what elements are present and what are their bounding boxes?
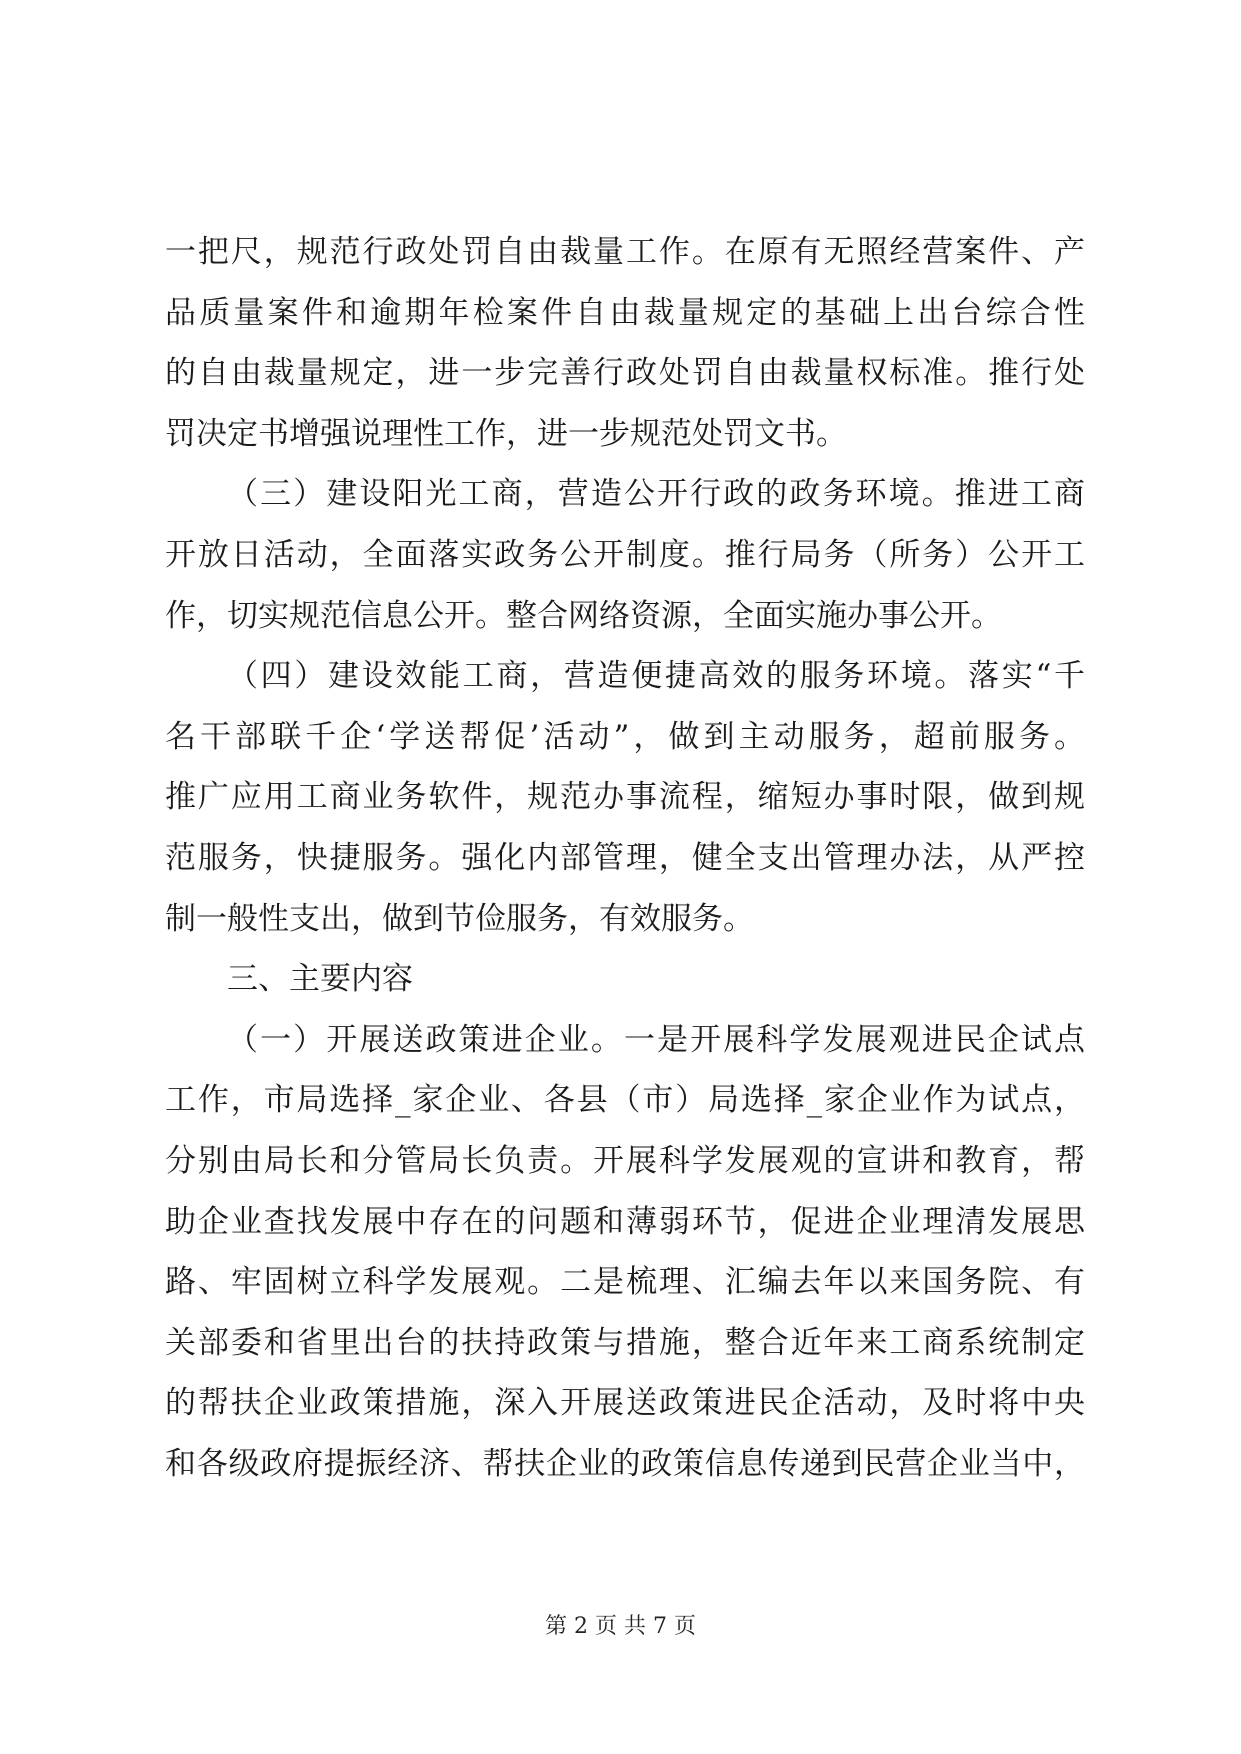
section-heading	[165, 949, 1085, 1010]
text-line: 品质量案件和逾期年检案件自由裁量规定的基础上出台综合性	[165, 294, 1085, 331]
text-line: 推广应用工商业务软件，规范办事流程，缩短办事时限，做到规	[165, 779, 1085, 816]
paragraph	[165, 464, 1085, 646]
text-line: 的自由裁量规定，进一步完善行政处罚自由裁量权标准。推行处	[165, 355, 1085, 392]
text-line: 作，切实规范信息公开。整合网络资源，全面实施办事公开。	[165, 597, 1002, 634]
text-line: 的帮扶企业政策措施，深入开展送政策进民企活动，及时将中央	[165, 1385, 1085, 1422]
text-line: 罚决定书增强说理性工作，进一步规范处罚文书。	[165, 415, 847, 452]
text-line: 和各级政府提振经济、帮扶企业的政策信息传递到民营企业当中，	[165, 1445, 1085, 1482]
text-line: 一把尺，规范行政处罚自由裁量工作。在原有无照经营案件、产	[165, 234, 1085, 270]
text-line: 名干部联千企‘学送帮促’活动”，做到主动服务，超前服务。	[165, 718, 1085, 755]
text-line: （三）建设阳光工商，营造公开行政的政务环境。推进工商	[227, 476, 1085, 513]
text-line: 助企业查找发展中存在的问题和薄弱环节，促进企业理清发展思	[165, 1203, 1085, 1240]
text-line: 工作，市局选择_家企业、各县（市）局选择_家企业作为试点，	[165, 1082, 1085, 1119]
text-line: （一）开展送政策进企业。一是开展科学发展观进民企试点	[227, 1021, 1085, 1058]
text-line: 路、牢固树立科学发展观。二是梳理、汇编去年以来国务院、有	[165, 1264, 1085, 1301]
paragraph	[165, 222, 1085, 464]
text-line: 分别由局长和分管局长负责。开展科学发展观的宣讲和教育，帮	[165, 1142, 1085, 1179]
text-line: （四）建设效能工商，营造便捷高效的服务环境。落实“千	[227, 658, 1085, 695]
text-line: 制一般性支出，做到节俭服务，有效服务。	[165, 900, 754, 937]
paragraph	[165, 646, 1085, 949]
text-line: 关部委和省里出台的扶持政策与措施，整合近年来工商系统制定	[165, 1324, 1085, 1361]
page-number-footer: 第 2 页 共 7 页	[545, 1614, 696, 1639]
text-line: 范服务，快捷服务。强化内部管理，健全支出管理办法，从严控	[165, 839, 1085, 876]
text-line: 开放日活动，全面落实政务公开制度。推行局务（所务）公开工	[165, 536, 1085, 573]
body-text	[165, 222, 1085, 1494]
text-line: 三、主要内容	[227, 961, 413, 998]
paragraph	[165, 1010, 1085, 1495]
